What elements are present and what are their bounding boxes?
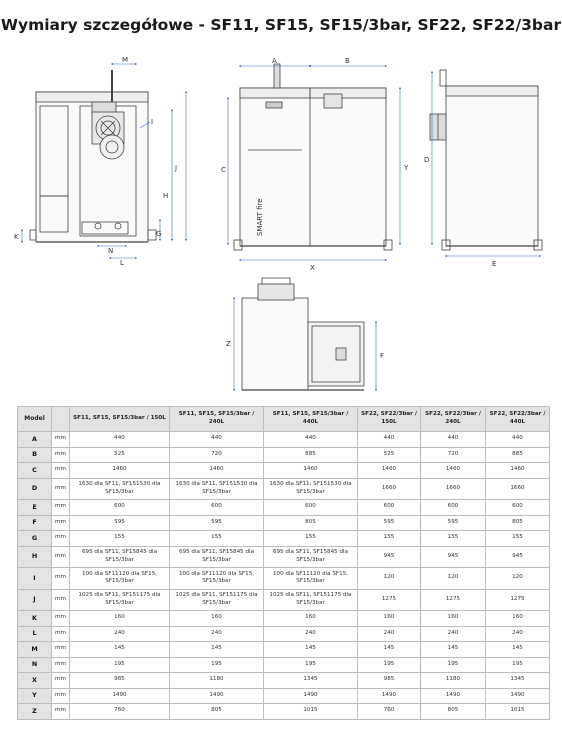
table-row	[18, 673, 550, 689]
table-cell: 805	[264, 515, 358, 531]
svg-text:Y: Y	[404, 164, 409, 172]
table-cell: 240	[358, 626, 421, 642]
table-cell: 440	[486, 432, 550, 448]
row-label: G	[18, 531, 52, 547]
table-row	[18, 478, 550, 500]
table-cell: 440	[358, 432, 421, 448]
table-cell: 195	[70, 657, 170, 673]
table-row	[18, 515, 550, 531]
table-cell: 600	[421, 500, 486, 516]
table-cell: 805	[486, 515, 550, 531]
header-col: SF22, SF22/3bar / 240L	[421, 407, 486, 432]
table-cell: 145	[70, 642, 170, 658]
header-col: SF22, SF22/3bar / 150L	[358, 407, 421, 432]
table-cell: 145	[358, 642, 421, 658]
table-cell: 720	[170, 447, 264, 463]
svg-text:X: X	[310, 264, 315, 272]
table-cell: 145	[486, 642, 550, 658]
row-unit: mm	[52, 642, 70, 658]
table-cell: 145	[170, 642, 264, 658]
row-label: X	[18, 673, 52, 689]
table-cell: 595	[70, 515, 170, 531]
table-cell: 195	[170, 657, 264, 673]
table-cell: 1490	[358, 688, 421, 704]
row-unit: mm	[52, 704, 70, 720]
row-unit: mm	[52, 515, 70, 531]
page-title: Wymiary szczegółowe - SF11, SF15, SF15/3bar, SF22, SF22/3bar	[0, 16, 562, 34]
svg-text:L: L	[120, 259, 124, 267]
header-col: SF11, SF15, SF15/3bar / 240L	[170, 407, 264, 432]
table-row	[18, 531, 550, 547]
table-row	[18, 432, 550, 448]
table-cell: 1460	[264, 463, 358, 479]
table-cell: 720	[421, 447, 486, 463]
row-unit: mm	[52, 611, 70, 627]
table-cell: 440	[421, 432, 486, 448]
table-cell: 1460	[358, 463, 421, 479]
table-cell: 160	[170, 611, 264, 627]
row-unit: mm	[52, 546, 70, 568]
table-cell: 695 dla SF11, SF15845 dla SF15/3bar	[70, 546, 170, 568]
svg-text:N: N	[108, 247, 114, 255]
svg-text:M: M	[122, 56, 129, 64]
row-unit: mm	[52, 478, 70, 500]
table-cell: 1490	[486, 688, 550, 704]
table-row	[18, 568, 550, 590]
table-cell: 195	[486, 657, 550, 673]
table-row	[18, 447, 550, 463]
table-cell: 1275	[358, 589, 421, 611]
table-cell: 1490	[264, 688, 358, 704]
svg-text:E: E	[492, 260, 497, 268]
table-cell: 155	[170, 531, 264, 547]
table-cell: 600	[70, 500, 170, 516]
table-cell: 240	[486, 626, 550, 642]
table-cell: 600	[486, 500, 550, 516]
table-cell: 240	[264, 626, 358, 642]
table-row	[18, 463, 550, 479]
table-cell: 240	[170, 626, 264, 642]
table-cell: 155	[421, 531, 486, 547]
svg-text:D: D	[424, 156, 430, 164]
table-cell: 100 dla SF11120 dla SF15, SF15/3bar	[70, 568, 170, 590]
table-row	[18, 546, 550, 568]
header-unit	[52, 407, 70, 432]
header-col: SF11, SF15, SF15/3bar / 150L	[70, 407, 170, 432]
row-unit: mm	[52, 589, 70, 611]
table-cell: 1025 dla SF11, SF151175 dla SF15/3bar	[264, 589, 358, 611]
row-label: L	[18, 626, 52, 642]
row-label: Z	[18, 704, 52, 720]
table-cell: 1275	[486, 589, 550, 611]
table-cell: 160	[70, 611, 170, 627]
table-cell: 195	[421, 657, 486, 673]
table-cell: 1460	[70, 463, 170, 479]
table-cell: 440	[70, 432, 170, 448]
svg-text:K: K	[14, 233, 19, 241]
table-cell: 695 dla SF11, SF15845 dla SF15/3bar	[170, 546, 264, 568]
table-cell: 100 dla SF11120 dla SF15, SF15/3bar	[170, 568, 264, 590]
row-unit: mm	[52, 500, 70, 516]
table-cell: 885	[486, 447, 550, 463]
technical-drawings	[0, 50, 562, 395]
table-row	[18, 500, 550, 516]
table-cell: 1345	[264, 673, 358, 689]
table-cell: 885	[264, 447, 358, 463]
table-cell: 760	[358, 704, 421, 720]
table-cell: 240	[70, 626, 170, 642]
table-cell: 525	[358, 447, 421, 463]
table-cell: 240	[421, 626, 486, 642]
table-cell: 600	[358, 500, 421, 516]
table-cell: 595	[421, 515, 486, 531]
table-cell: 760	[70, 704, 170, 720]
table-cell: 1490	[170, 688, 264, 704]
table-cell: 805	[170, 704, 264, 720]
row-label: I	[18, 568, 52, 590]
table-cell: 985	[358, 673, 421, 689]
table-cell: 1630 dla SF11, SF151530 dla SF15/3bar	[264, 478, 358, 500]
table-cell: 155	[486, 531, 550, 547]
table-cell: 1660	[358, 478, 421, 500]
table-cell: 1490	[70, 688, 170, 704]
table-cell: 945	[486, 546, 550, 568]
table-row	[18, 611, 550, 627]
table-cell: 1630 dla SF11, SF151530 dla SF15/3bar	[70, 478, 170, 500]
table-row	[18, 657, 550, 673]
row-label: J	[18, 589, 52, 611]
table-cell: 1460	[170, 463, 264, 479]
header-col: SF22, SF22/3bar / 440L	[486, 407, 550, 432]
row-unit: mm	[52, 432, 70, 448]
table-cell: 985	[70, 673, 170, 689]
row-unit: mm	[52, 463, 70, 479]
row-label: F	[18, 515, 52, 531]
side-view-left	[30, 70, 156, 242]
svg-text:I: I	[151, 118, 154, 126]
table-cell: 695 dla SF11, SF15845 dla SF15/3bar	[264, 546, 358, 568]
row-label: B	[18, 447, 52, 463]
table-cell: 440	[264, 432, 358, 448]
row-unit: mm	[52, 568, 70, 590]
table-cell: 600	[170, 500, 264, 516]
table-cell: 945	[421, 546, 486, 568]
row-label: D	[18, 478, 52, 500]
table-cell: 195	[264, 657, 358, 673]
row-label: A	[18, 432, 52, 448]
row-label: M	[18, 642, 52, 658]
row-unit: mm	[52, 688, 70, 704]
svg-text:J: J	[175, 164, 178, 172]
table-header-row	[18, 407, 550, 432]
table-cell: 120	[358, 568, 421, 590]
svg-text:A: A	[272, 57, 277, 65]
row-unit: mm	[52, 673, 70, 689]
table-cell: 1660	[421, 478, 486, 500]
table-cell: 1630 dla SF11, SF151530 dla SF15/3bar	[170, 478, 264, 500]
table-cell: 195	[358, 657, 421, 673]
table-cell: 1180	[421, 673, 486, 689]
header-model: Model	[18, 407, 52, 432]
table-cell: 100 dla SF11120 dla SF15, SF15/3bar	[264, 568, 358, 590]
table-cell: 120	[486, 568, 550, 590]
table-row	[18, 688, 550, 704]
svg-text:H: H	[163, 192, 169, 200]
table-cell: 1490	[421, 688, 486, 704]
table-cell: 160	[421, 611, 486, 627]
dimensions-table	[17, 406, 550, 720]
svg-text:Z: Z	[226, 340, 231, 348]
row-label: Y	[18, 688, 52, 704]
table-cell: 595	[358, 515, 421, 531]
table-cell: 155	[70, 531, 170, 547]
table-cell: 160	[264, 611, 358, 627]
table-cell: 525	[70, 447, 170, 463]
side-view-right	[430, 70, 542, 250]
header-col: SF11, SF15, SF15/3bar / 440L	[264, 407, 358, 432]
table-cell: 160	[358, 611, 421, 627]
svg-text:F: F	[380, 352, 385, 360]
table-cell: 155	[264, 531, 358, 547]
row-unit: mm	[52, 657, 70, 673]
table-cell: 1345	[486, 673, 550, 689]
table-cell: 945	[358, 546, 421, 568]
table-cell: 595	[170, 515, 264, 531]
top-view	[242, 278, 364, 390]
row-label: K	[18, 611, 52, 627]
table-cell: 805	[421, 704, 486, 720]
table-cell: 1460	[421, 463, 486, 479]
table-cell: 160	[486, 611, 550, 627]
table-cell: 600	[264, 500, 358, 516]
table-row	[18, 589, 550, 611]
row-label: N	[18, 657, 52, 673]
table-cell: 145	[264, 642, 358, 658]
row-unit: mm	[52, 626, 70, 642]
table-cell: 1460	[486, 463, 550, 479]
table-cell: 440	[170, 432, 264, 448]
table-cell: 1015	[264, 704, 358, 720]
row-unit: mm	[52, 447, 70, 463]
table-row	[18, 704, 550, 720]
table-cell: 1025 dla SF11, SF151175 dla SF15/3bar	[170, 589, 264, 611]
table-cell: 1275	[421, 589, 486, 611]
brand-panel-text: SMART fire	[256, 198, 264, 236]
table-cell: 1015	[486, 704, 550, 720]
svg-text:B: B	[345, 57, 350, 65]
row-label: E	[18, 500, 52, 516]
table-row	[18, 626, 550, 642]
table-cell: 1660	[486, 478, 550, 500]
table-row	[18, 642, 550, 658]
svg-text:C: C	[221, 166, 226, 174]
row-label: C	[18, 463, 52, 479]
svg-text:G: G	[156, 230, 162, 238]
row-unit: mm	[52, 531, 70, 547]
table-cell: 145	[421, 642, 486, 658]
table-cell: 1180	[170, 673, 264, 689]
table-cell: 1025 dla SF11, SF151175 dla SF15/3bar	[70, 589, 170, 611]
table-cell: 120	[421, 568, 486, 590]
row-label: H	[18, 546, 52, 568]
table-cell: 155	[358, 531, 421, 547]
